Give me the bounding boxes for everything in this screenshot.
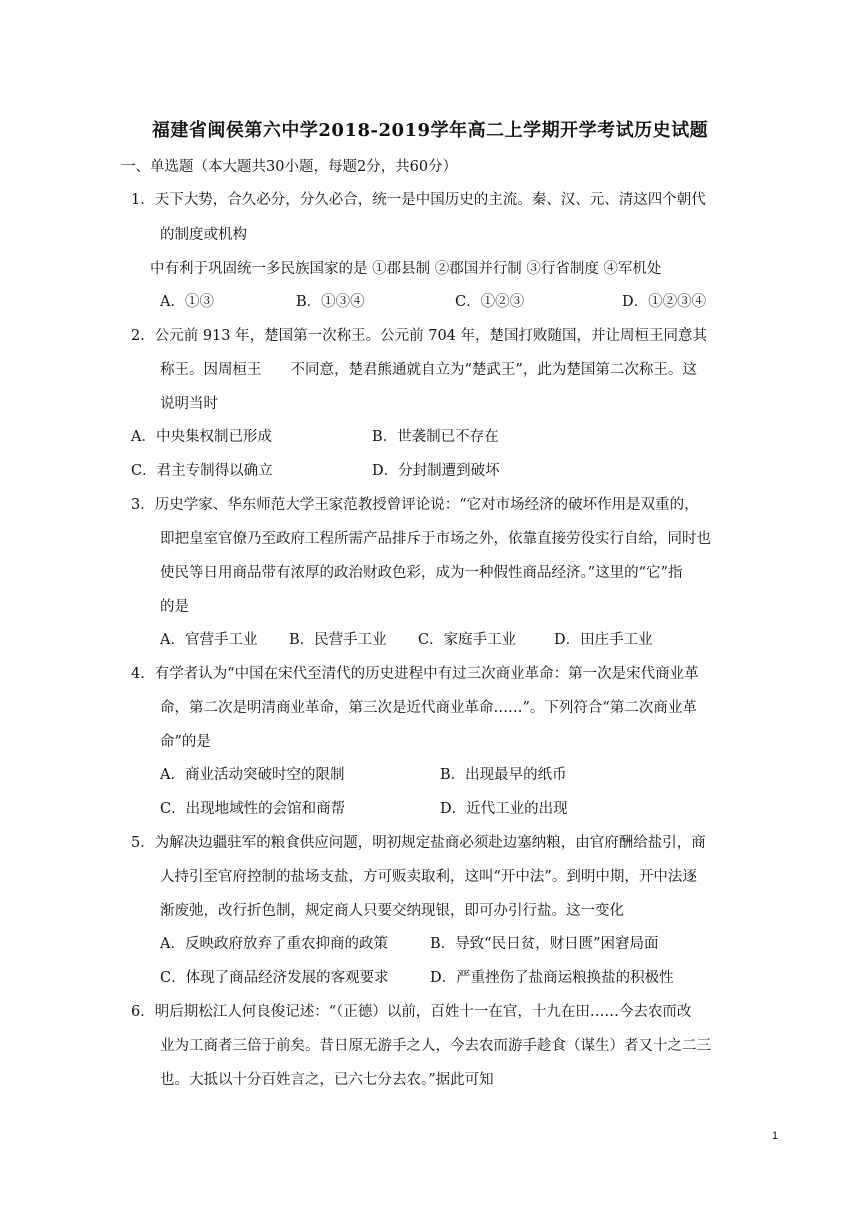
document-title: 福建省闽侯第六中学2018-2019学年高二上学期开学考试历史试题 — [151, 120, 709, 141]
question-2-line-2: 称王。因周桓王 不同意，楚君熊通就自立为“楚武王”，此为楚国第二次称王。这 — [160, 362, 697, 378]
question-4-option-d: D．近代工业的出现 — [440, 801, 568, 817]
question-2-option-c: C．君主专制得以确立 — [131, 463, 273, 479]
question-6-line-1: 6．明后期松江人何良俊记述：“（正德）以前，百姓十一在官，十九在田……今去农而改 — [131, 1004, 692, 1020]
question-2-line-3: 说明当时 — [160, 396, 218, 412]
question-4-line-2: 命，第二次是明清商业革命，第三次是近代商业革命……”。下列符合“第二次商业革 — [160, 700, 697, 716]
question-4-line-3: 命”的是 — [160, 734, 211, 750]
question-3-option-c: C．家庭手工业 — [418, 632, 517, 648]
question-6-line-3: 也。大抵以十分百姓言之，已六七分去农。”据此可知 — [160, 1072, 494, 1088]
question-3-line-4: 的是 — [160, 599, 189, 615]
question-3-option-d: D．田庄手工业 — [554, 632, 653, 648]
question-5-option-c: C．体现了商品经济发展的客观要求 — [160, 970, 389, 986]
question-5-option-d: D．严重挫伤了盐商运粮换盐的积极性 — [430, 970, 674, 986]
question-1-line-3: 中有利于巩固统一多民族国家的是 ①郡县制 ②郡国并行制 ③行省制度 ④军机处 — [150, 261, 662, 277]
question-2-option-b: B．世袭制已不存在 — [372, 429, 499, 445]
question-4-option-c: C．出现地域性的会馆和商帮 — [160, 801, 346, 817]
question-4-line-1: 4．有学者认为“中国在宋代至清代的历史进程中有过三次商业革命：第一次是宋代商业革 — [131, 666, 699, 682]
question-1-line-2: 的制度或机构 — [160, 227, 247, 243]
question-4-option-a: A．商业活动突破时空的限制 — [160, 767, 345, 783]
question-1-option-b: B．①③④ — [296, 294, 365, 310]
question-5-option-b: B．导致“民日贫，财日匮”困窘局面 — [430, 936, 659, 952]
question-5-line-3: 渐废弛，改行折色制，规定商人只要交纳现银，即可办引行盐。这一变化 — [160, 903, 624, 919]
question-3-line-1: 3．历史学家、华东师范大学王家范教授曾评论说：“它对市场经济的破坏作用是双重的， — [131, 497, 699, 513]
question-5-line-2: 人持引至官府控制的盐场支盐，方可贩卖取利，这叫“开中法”。到明中期，开中法逐 — [160, 869, 697, 885]
question-3-line-2: 即把皇室官僚乃至政府工程所需产品排斥于市场之外，依靠直接劳役实行自给，同时也 — [160, 531, 711, 547]
question-3-line-3: 使民等日用商品带有浓厚的政治财政色彩，成为一种假性商品经济。”这里的“它”指 — [160, 565, 683, 581]
question-5-option-a: A．反映政府放弃了重农抑商的政策 — [160, 936, 388, 952]
section-heading: 一、单选题（本大题共30小题，每题2分，共60分） — [121, 159, 458, 175]
question-2-option-d: D．分封制遭到破坏 — [372, 463, 500, 479]
question-3-option-b: B．民营手工业 — [289, 632, 387, 648]
question-2-option-a: A．中央集权制已形成 — [131, 429, 272, 445]
question-2-line-1: 2．公元前 913 年，楚国第一次称王。公元前 704 年，楚国打败随国，并让周桓王同意其 — [131, 328, 708, 344]
question-5-line-1: 5．为解决边疆驻军的粮食供应问题，明初规定盐商必须赴边塞纳粮，由官府酬给盐引，商 — [131, 835, 706, 851]
question-4-option-b: B．出现最早的纸币 — [440, 767, 567, 783]
question-1-option-d: D．①②③④ — [622, 294, 707, 310]
question-6-line-2: 业为工商者三倍于前矣。昔日原无游手之人，今去农而游手趁食（谋生）者又十之二三 — [160, 1038, 711, 1054]
question-1-option-a: A．①③ — [160, 294, 214, 310]
question-3-option-a: A．官营手工业 — [160, 632, 258, 648]
question-1-option-c: C．①②③ — [455, 294, 525, 310]
page-number: 1 — [772, 1130, 779, 1142]
question-1-line-1: 1．天下大势，合久必分，分久必合，统一是中国历史的主流。秦、汉、元、清这四个朝代 — [131, 192, 706, 208]
